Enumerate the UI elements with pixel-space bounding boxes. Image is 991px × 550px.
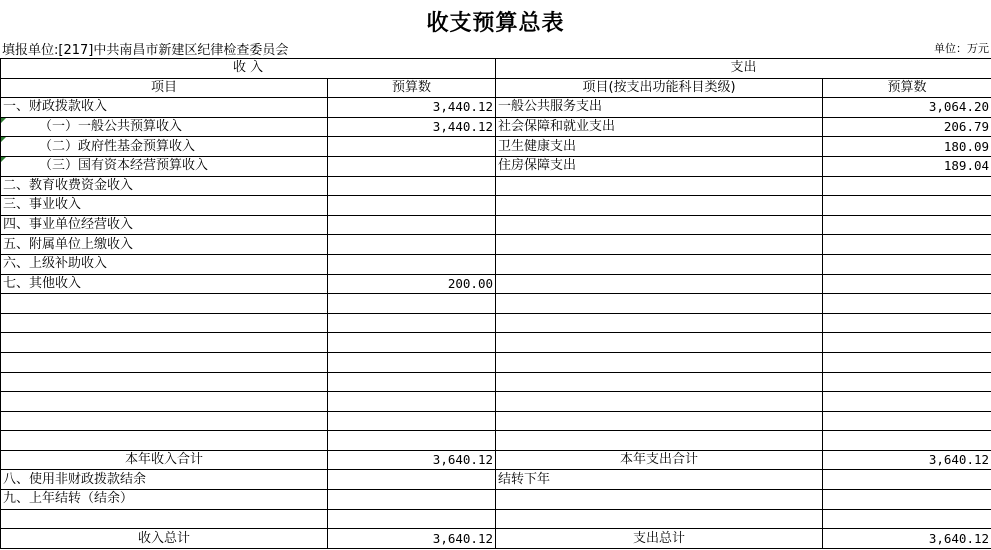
table-row	[1, 156, 991, 176]
blank-row	[1, 392, 991, 412]
reporting-unit: 填报单位:[217]中共南昌市新建区纪律检查委员会	[2, 43, 289, 58]
expense-item: 社会保障和就业支出	[496, 117, 823, 137]
header-row-section	[1, 59, 991, 79]
expense-value: 3,064.20	[823, 98, 991, 118]
report-info	[2, 38, 989, 56]
table-row	[1, 117, 991, 137]
non-fiscal-surplus-value	[328, 470, 496, 490]
income-item: 一、财政拨款收入	[1, 98, 328, 118]
table-row	[1, 274, 991, 294]
expense-item	[496, 254, 823, 274]
expense-item	[496, 176, 823, 196]
expense-value	[823, 254, 991, 274]
expense-value	[823, 176, 991, 196]
blank-row	[1, 509, 991, 529]
income-value	[328, 235, 496, 255]
income-value	[328, 176, 496, 196]
year-total-row	[1, 450, 991, 470]
prev-carryover-row	[1, 490, 991, 510]
blank-row	[1, 372, 991, 392]
table-row	[1, 176, 991, 196]
income-value	[328, 254, 496, 274]
income-value	[328, 196, 496, 216]
expense-item: 住房保障支出	[496, 156, 823, 176]
blank-row	[1, 333, 991, 353]
income-item: 三、事业收入	[1, 196, 328, 216]
blank-row	[1, 294, 991, 314]
year-expense-total-label: 本年支出合计	[496, 450, 823, 470]
expense-value	[823, 274, 991, 294]
blank-row	[1, 431, 991, 451]
expense-item	[496, 274, 823, 294]
table-row	[1, 215, 991, 235]
expense-item: 卫生健康支出	[496, 137, 823, 157]
grand-total-row	[1, 529, 991, 549]
expense-value	[823, 215, 991, 235]
year-income-total-label: 本年收入合计	[1, 450, 328, 470]
blank-row	[1, 411, 991, 431]
expense-value	[823, 196, 991, 216]
table-row	[1, 98, 991, 118]
non-fiscal-surplus-label: 八、使用非财政拨款结余	[1, 470, 328, 490]
page-title: 收支预算总表	[426, 10, 565, 36]
income-item: 四、事业单位经营收入	[1, 215, 328, 235]
income-item: （二）政府性基金预算收入	[1, 137, 328, 157]
expense-section-header: 支出	[496, 59, 991, 79]
prev-year-carryover-label: 九、上年结转（结余）	[1, 490, 328, 510]
income-value	[328, 137, 496, 157]
table-row	[1, 235, 991, 255]
income-value: 200.00	[328, 274, 496, 294]
income-value: 3,440.12	[328, 98, 496, 118]
expense-value: 180.09	[823, 137, 991, 157]
expense-item	[496, 235, 823, 255]
table-row	[1, 196, 991, 216]
income-item: （三）国有资本经营预算收入	[1, 156, 328, 176]
carryover-row	[1, 470, 991, 490]
income-item: 七、其他收入	[1, 274, 328, 294]
budget-table	[0, 58, 991, 549]
grand-income-total-label: 收入总计	[1, 529, 328, 549]
income-item: 五、附属单位上缴收入	[1, 235, 328, 255]
table-row	[1, 254, 991, 274]
grand-expense-total-label: 支出总计	[496, 529, 823, 549]
carry-forward-label: 结转下年	[496, 470, 823, 490]
income-item: 六、上级补助收入	[1, 254, 328, 274]
income-item: （一）一般公共预算收入	[1, 117, 328, 137]
header-row-columns	[1, 78, 991, 98]
currency-unit: 单位：万元	[934, 42, 989, 55]
expense-item: 一般公共服务支出	[496, 98, 823, 118]
blank-row	[1, 313, 991, 333]
carry-forward-value	[823, 470, 991, 490]
grand-income-total-value: 3,640.12	[328, 529, 496, 549]
expense-item	[496, 215, 823, 235]
prev-year-carryover-value	[328, 490, 496, 510]
grand-expense-total-value: 3,640.12	[823, 529, 991, 549]
expense-item-header: 项目(按支出功能科目类级)	[496, 78, 823, 98]
year-expense-total-value: 3,640.12	[823, 450, 991, 470]
income-section-header: 收 入	[1, 59, 496, 79]
income-value	[328, 156, 496, 176]
income-item-header: 项目	[1, 78, 328, 98]
income-value	[328, 215, 496, 235]
income-budget-header: 预算数	[328, 78, 496, 98]
year-income-total-value: 3,640.12	[328, 450, 496, 470]
expense-budget-header: 预算数	[823, 78, 991, 98]
table-row	[1, 137, 991, 157]
expense-value: 206.79	[823, 117, 991, 137]
income-value: 3,440.12	[328, 117, 496, 137]
blank-row	[1, 352, 991, 372]
expense-value: 189.04	[823, 156, 991, 176]
income-item: 二、教育收费资金收入	[1, 176, 328, 196]
expense-item	[496, 196, 823, 216]
expense-value	[823, 235, 991, 255]
